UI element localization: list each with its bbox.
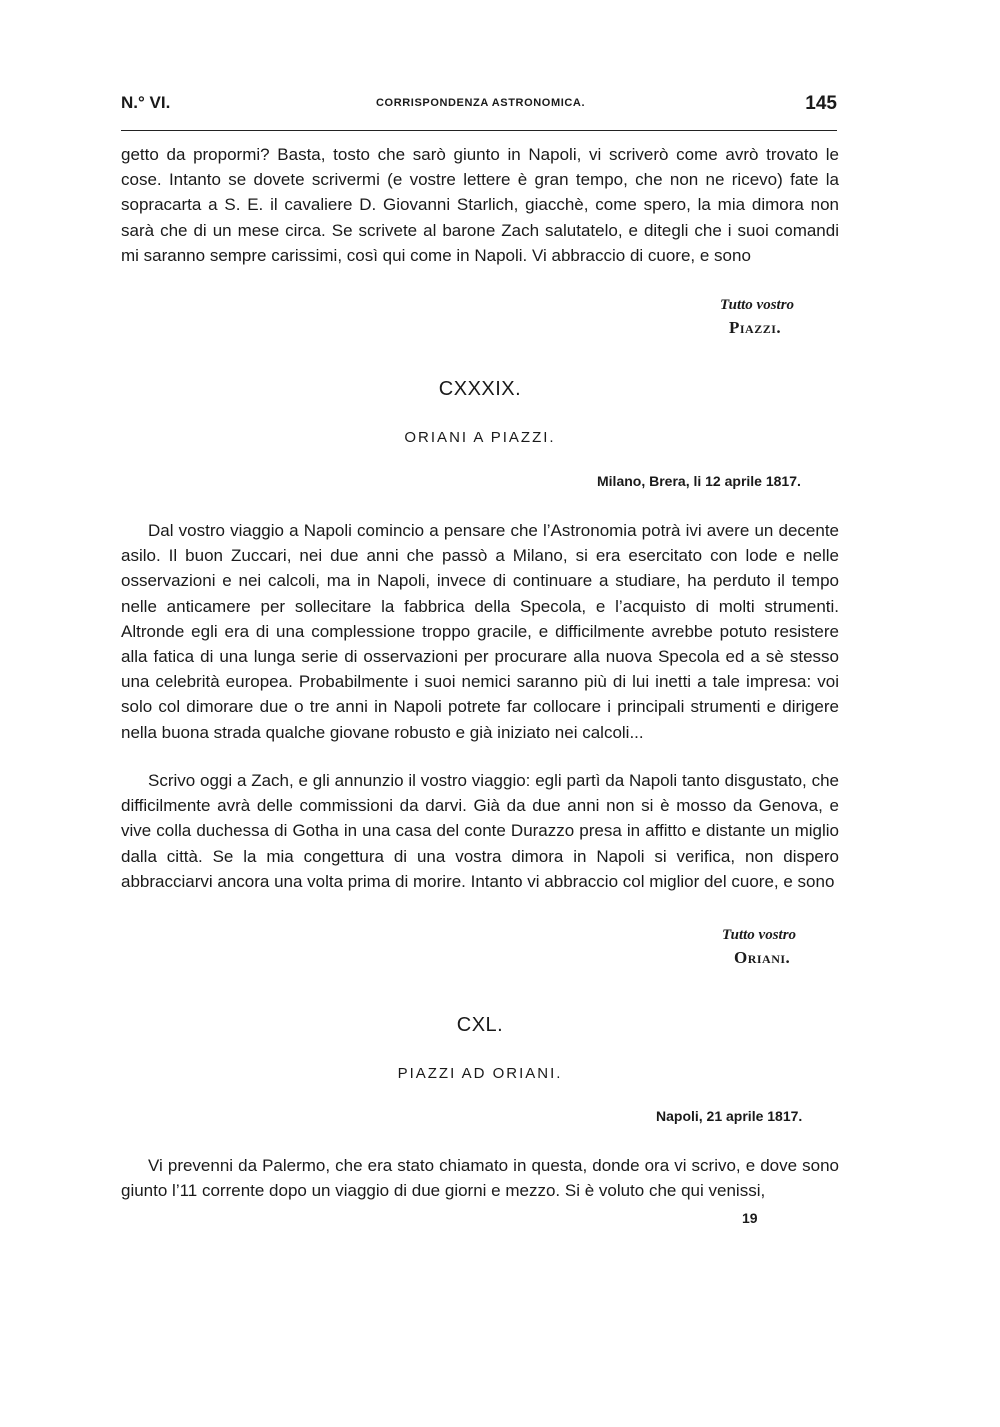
- closing-block: [722, 927, 796, 968]
- page-number: 145: [805, 93, 837, 114]
- closing-block: [720, 297, 794, 338]
- closing-phrase: Tutto vostro: [720, 297, 795, 313]
- letter-dateline: Napoli, 21 aprile 1817.: [656, 1108, 803, 1124]
- letter-number: CXL.: [456, 1014, 504, 1036]
- header-rule: [121, 130, 837, 131]
- running-header: [121, 93, 839, 123]
- letter-address: PIAZZI AD ORIANI.: [397, 1065, 563, 1082]
- letter-paragraph: Scrivo oggi a Zach, e gli annunzio il vostro viaggio: egli partì da Napoli tanto disgustato, che difficilmente avrà delle commissioni da darvi. Già da due anni non si è mosso da Genova, e vive colla duchessa di Gotha in una casa del conte Durazzo presa in affitto e distante un miglio dalla città. Se la mia congettura di una vostra dimora in Napoli si verifica, non dispero abbracciarvi ancora una volta prima di morire. Intanto vi abbraccio col miglior del cuore, e sono: [121, 771, 839, 891]
- header-section-number: N.° VI.: [121, 93, 171, 112]
- signature-mark: 19: [742, 1210, 758, 1226]
- letter-paragraph: Dal vostro viaggio a Napoli comincio a pensare che l’Astronomia potrà ivi avere un decente asilo. Il buon Zuccari, nei due anni che passò a Milano, si era esercitato con lode e nelle osservazioni e nei calcoli, ma in Napoli, invece di continuare a studiare, ha perduto il tempo nelle anticamere per sollecitare la fabbrica della Specola, e l’acquisto di molti strumenti. Altronde egli era di una complessione troppo gracile, e difficilmente avrebbe potuto resistere alla fatica di una lunga serie di osservazioni per procurare alla nuova Specola ed a sè stesso una celebrità europea. Probabilmente i suoi nemici saranno più di lui inetti a tale impresa: voi solo col dimorare due o tre anni in Napoli potrete far collocare i principali strumenti e dirigere nella buona strada qualche giovane robusto e già iniziato nei calcoli...: [121, 521, 839, 742]
- closing-phrase: Tutto vostro: [722, 927, 797, 943]
- letter-paragraph: Vi prevenni da Palermo, che era stato chiamato in questa, donde ora vi scrivo, e dove sono giunto l’11 corrente dopo un viaggio di due giorni e mezzo. Si è voluto che qui venissi,: [121, 1156, 839, 1201]
- signature: Oriani.: [734, 948, 791, 967]
- letter-number: CXXXIX.: [438, 378, 522, 400]
- letter-dateline: Milano, Brera, li 12 aprile 1817.: [597, 473, 801, 489]
- signature: Piazzi.: [729, 318, 782, 337]
- letter-continuation-paragraph: getto da propormi? Basta, tosto che sarò giunto in Napoli, vi scriverò come avrò trovato le cose. Intanto se dovete scrivermi (e vostre lettere è gran tempo, che non ne ricevo) fate la sopracarta a S. E. il cavaliere D. Giovanni Starlich, giacchè, come spero, la mia dimora non sarà che di un mese circa. Se scrivete al barone Zach salutatelo, e ditegli che i suoi comandi mi saranno sempre carissimi, così qui come in Napoli. Vi abbraccio di cuore, e sono: [121, 145, 839, 265]
- letter-address: ORIANI A PIAZZI.: [404, 429, 556, 446]
- header-title: CORRISPONDENZA ASTRONOMICA.: [376, 97, 586, 109]
